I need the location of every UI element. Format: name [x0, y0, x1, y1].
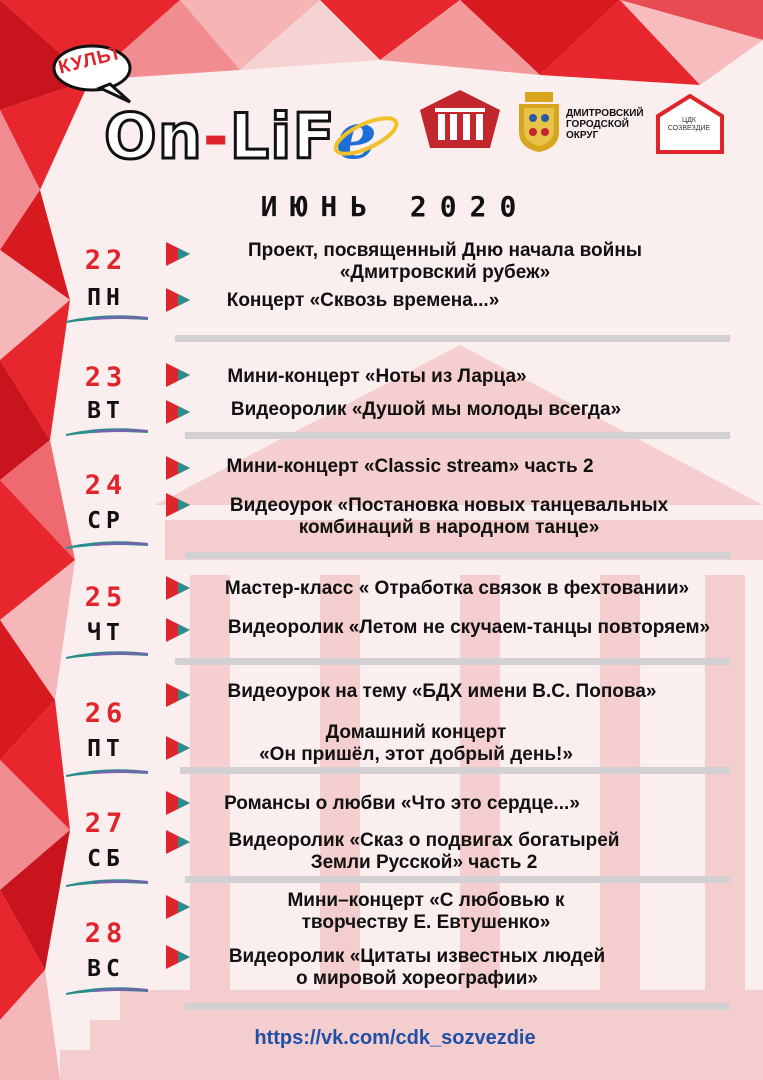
event-title-line: «Он пришёл, этот добрый день!»	[259, 744, 573, 765]
kult-label: КУЛЬТ	[56, 42, 125, 79]
separator-bar	[175, 658, 730, 665]
brush-underline	[64, 312, 150, 324]
separator-bar	[180, 767, 730, 774]
day-number: 26	[84, 698, 128, 729]
day-of-week: ПН	[87, 285, 125, 311]
day-number: 23	[84, 362, 128, 393]
event-title	[157, 578, 757, 600]
brand-logo-text: On-LiF	[104, 100, 336, 173]
event-title	[126, 399, 726, 421]
event-title-line: Романсы о любви «Что это сердце...»	[224, 793, 580, 814]
event-title-line: Мини-концерт «Ноты из Ларца»	[227, 366, 527, 387]
event-title	[169, 617, 763, 639]
event-title	[63, 290, 663, 312]
event-title-line: Мини–концерт «С любовью к	[287, 890, 565, 911]
event-title-line: Видеоурок на тему «БДХ имени В.С. Попова»	[227, 681, 657, 702]
separator-bar	[185, 432, 730, 439]
event-title	[124, 830, 724, 874]
brush-underline	[64, 648, 150, 660]
event-title-line: Домашний концерт	[325, 722, 507, 743]
separator-bar	[185, 1003, 730, 1010]
event-title	[145, 240, 745, 284]
day-of-week: ПТ	[87, 736, 125, 762]
event-title	[142, 681, 742, 703]
event-title	[110, 456, 710, 478]
brush-underline	[64, 425, 150, 437]
event-title-line: Видеоролик «Сказ о подвигах богатырей	[228, 830, 620, 851]
day-number: 27	[84, 808, 128, 839]
event-title-line: комбинаций в народном танце»	[298, 517, 600, 538]
day-of-week: ВС	[87, 956, 125, 982]
day-of-week: ВТ	[87, 398, 125, 424]
separator-bar	[185, 552, 730, 559]
event-title-line: Земли Русской» часть 2	[310, 852, 538, 873]
district-name: ДМИТРОВСКИЙ ГОРОДСКОЙ ОКРУГ	[566, 108, 644, 141]
month-title: ИЮНЬ 2020	[260, 190, 530, 223]
day-number: 22	[84, 245, 128, 276]
browser-e-icon	[330, 98, 400, 170]
day-number: 25	[84, 582, 128, 613]
event-title-line: «Дмитровский рубеж»	[339, 262, 551, 283]
event-title	[117, 946, 717, 990]
event-title-line: Проект, посвященный Дню начала войны	[247, 240, 643, 261]
event-title-line: Видеоролик «Летом не скучаем-танцы повторяем»	[227, 617, 711, 638]
event-title	[102, 793, 702, 815]
event-title-line: творчеству Е. Евтушенко»	[301, 912, 551, 933]
event-title	[77, 366, 677, 388]
separator-bar	[185, 876, 730, 883]
event-title-line: о мировой хореографии»	[296, 968, 538, 989]
event-title-line: Видеоурок «Постановка новых танцевальных	[229, 495, 669, 516]
brush-underline	[64, 538, 150, 550]
coat-of-arms-icon	[517, 92, 561, 152]
day-of-week: ЧТ	[87, 620, 125, 646]
day-number: 24	[84, 470, 128, 501]
day-number: 28	[84, 918, 128, 949]
event-title-line: Видеоролик «Цитаты известных людей	[228, 946, 606, 967]
day-of-week: СР	[87, 508, 125, 534]
event-title	[149, 495, 749, 539]
svg-text:e: e	[336, 99, 377, 170]
event-title	[126, 890, 726, 934]
event-title-line: Мини-концерт «Classic stream» часть 2	[226, 456, 594, 477]
event-title-line: Видеоролик «Душой мы молоды всегда»	[230, 399, 622, 420]
event-title-line: Концерт «Сквозь времена...»	[226, 290, 500, 311]
day-of-week: СБ	[87, 846, 125, 872]
event-title-line: Мастер-класс « Отработка связок в фехтовании»	[224, 578, 690, 599]
museum-logo	[420, 90, 500, 148]
brush-underline	[64, 876, 150, 888]
separator-bar	[175, 335, 730, 342]
footer-link[interactable]: https://vk.com/cdk_sozvezdie	[254, 1027, 536, 1049]
cdk-label: ЦДК СОЗВЕЗДИЕ	[667, 117, 711, 132]
brush-underline	[64, 766, 150, 778]
event-title	[116, 722, 716, 766]
